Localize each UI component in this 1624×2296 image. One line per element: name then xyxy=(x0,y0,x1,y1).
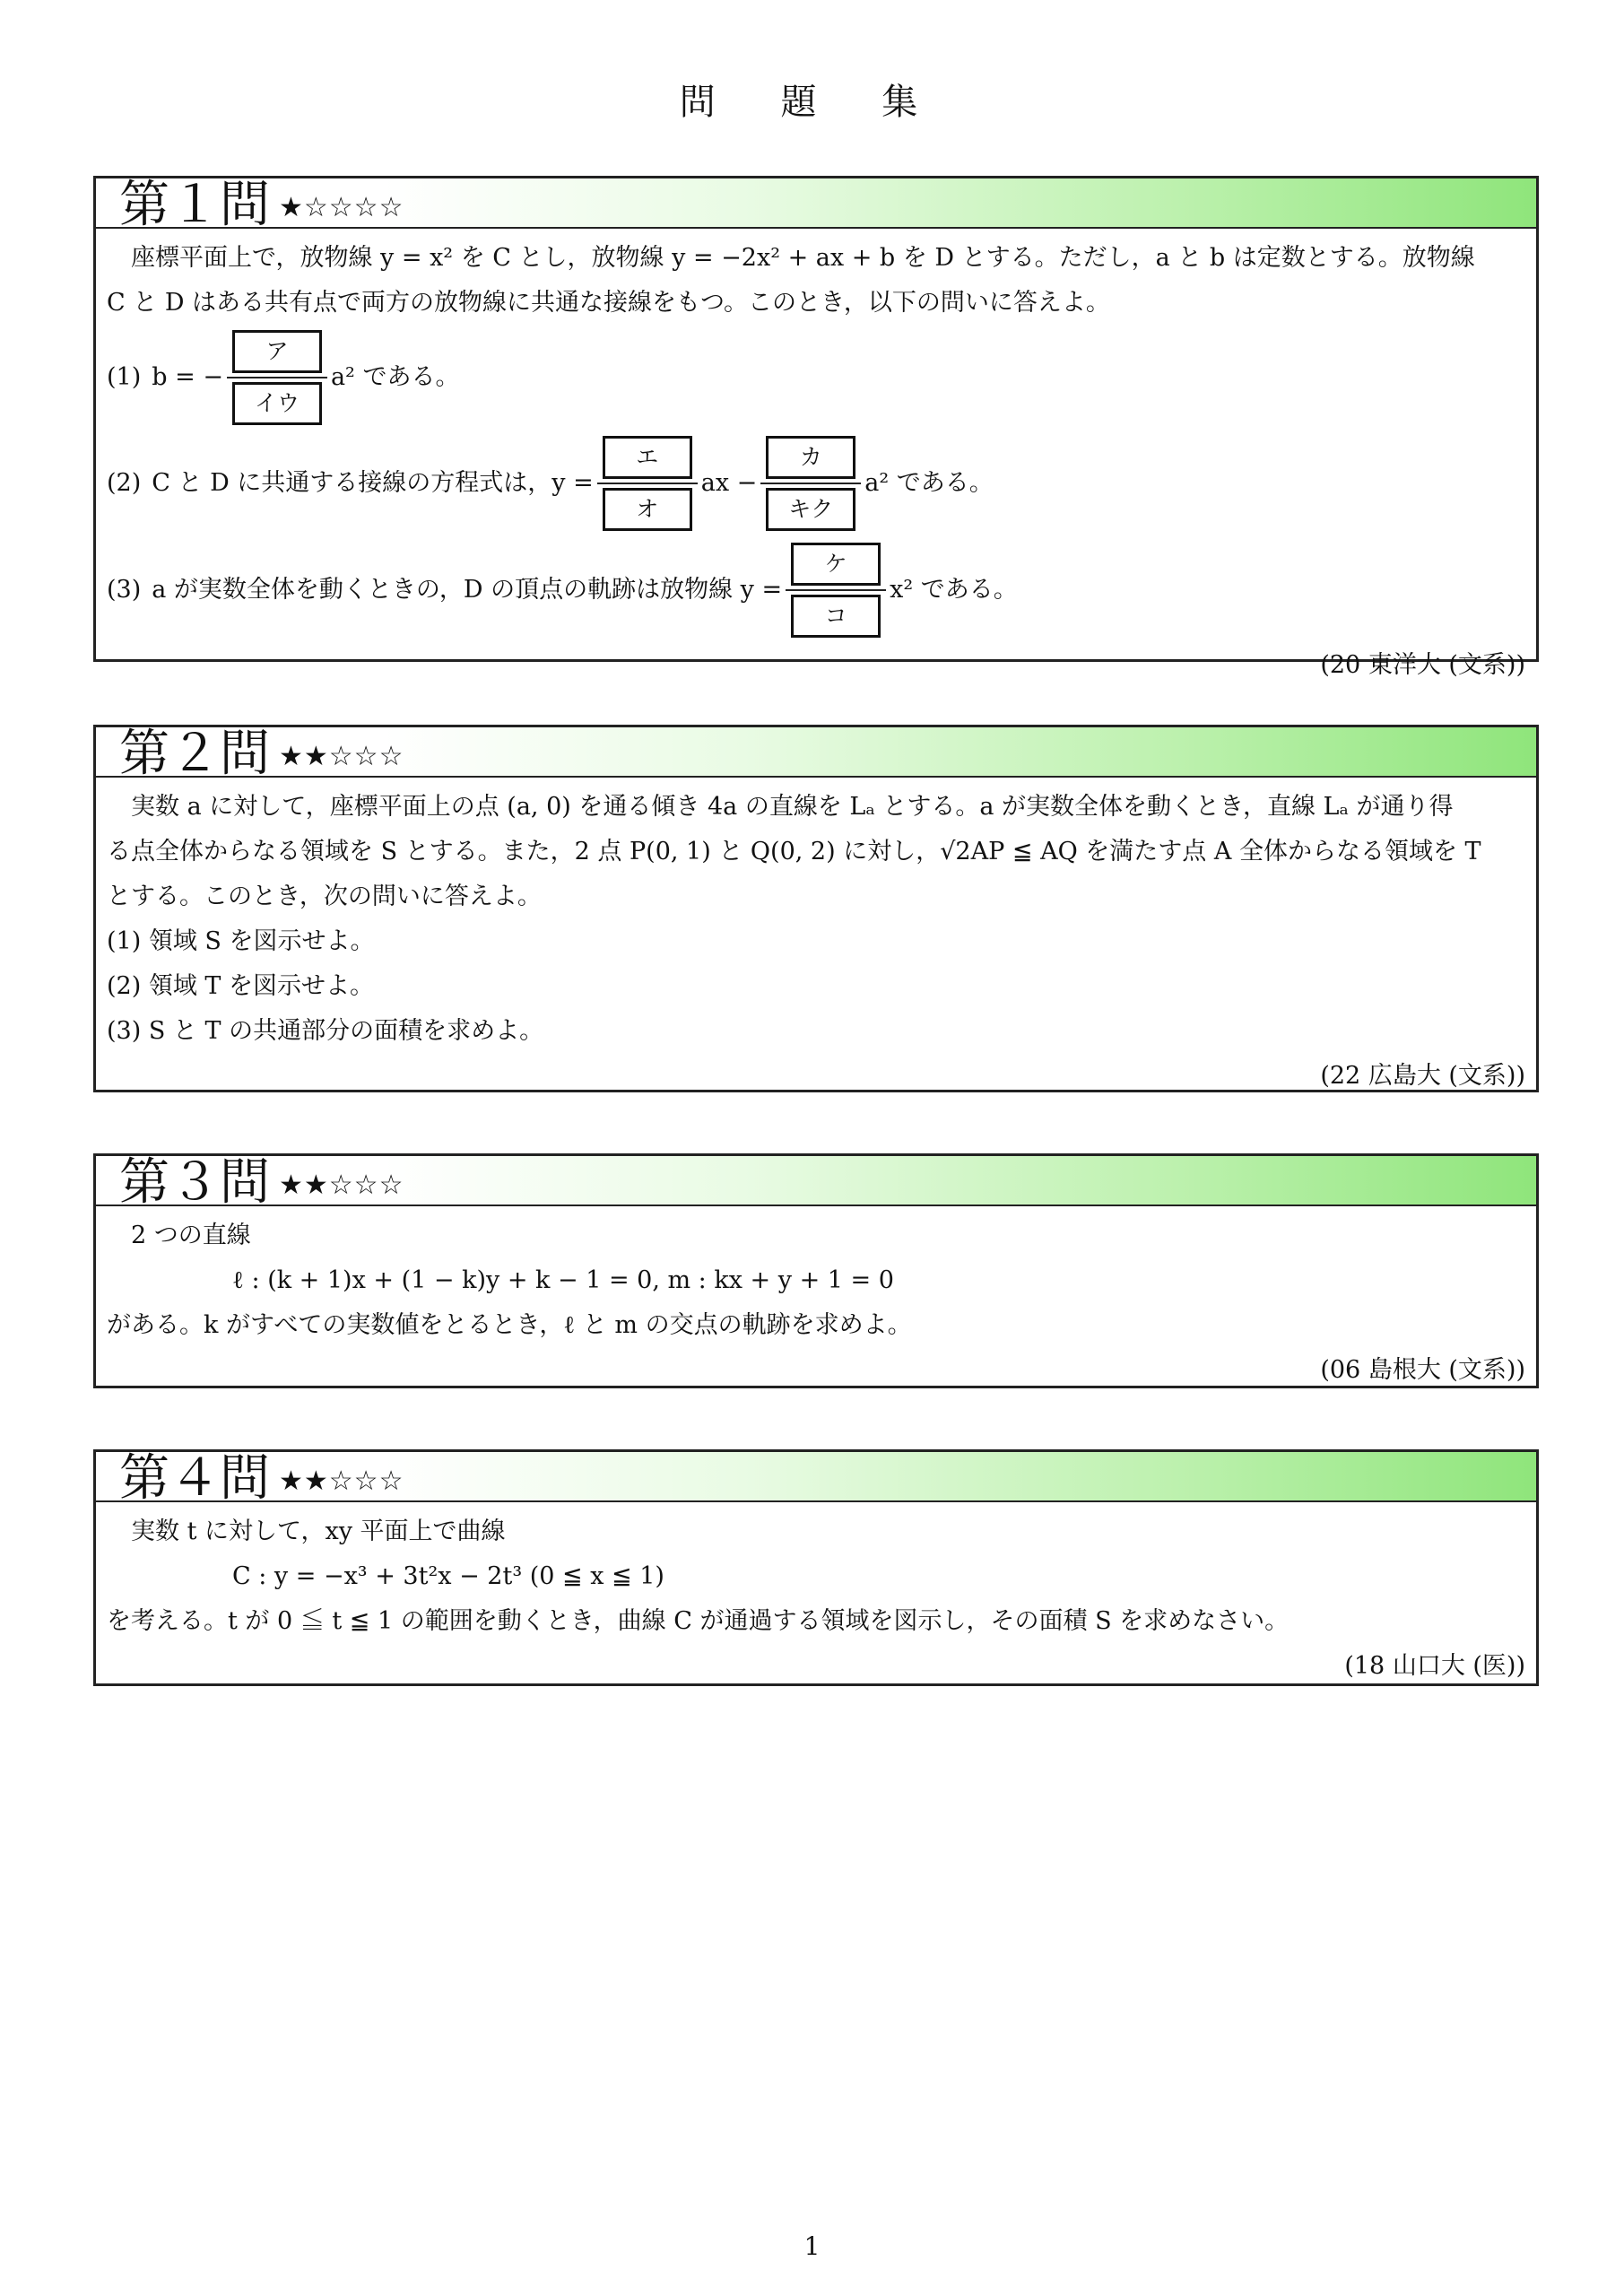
problem-body xyxy=(96,778,1536,1111)
difficulty-stars: ★★☆☆☆ xyxy=(279,1465,404,1497)
equation: ℓ : (k + 1)x + (1 − k)y + k − 1 = 0, m : kx + y + 1 = 0 xyxy=(232,1266,894,1294)
difficulty-stars: ★☆☆☆☆ xyxy=(279,192,404,223)
problem-source: (20 東洋大 (文系)) xyxy=(1320,651,1525,679)
fraction-bar xyxy=(760,483,861,484)
problem-text: を考える。t が 0 ≦ t ≦ 1 の範囲を動くとき，曲線 C が通過する領域を図示し，その面積 S を求めなさい。 xyxy=(107,1607,1290,1635)
problem-title: 第２問 xyxy=(119,725,270,783)
formula-text: ax − xyxy=(700,469,758,497)
problem-body xyxy=(96,229,1536,700)
problem-text: 2 つの直線 xyxy=(131,1222,251,1249)
problem-header xyxy=(96,176,1536,234)
page-title: 問 題 集 xyxy=(679,82,945,123)
problem-text: がある。k がすべての実数値をとるとき，ℓ と m の交点の軌跡を求めよ。 xyxy=(107,1311,912,1339)
question-number: (2) xyxy=(107,469,142,497)
formula-text: a が実数全体を動くときの，D の頂点の軌跡は放物線 y = xyxy=(152,576,783,604)
formula-text: b = − xyxy=(152,363,223,391)
answer-box-iu: イウ xyxy=(232,382,322,425)
problem-2 xyxy=(93,725,1539,1092)
problem-source: (06 島根大 (文系)) xyxy=(1320,1356,1525,1384)
difficulty-stars: ★★☆☆☆ xyxy=(279,741,404,772)
answer-box-o: オ xyxy=(603,488,692,531)
answer-box-ka: カ xyxy=(766,436,855,479)
question-1 xyxy=(107,326,1525,430)
problem-text: 座標平面上で，放物線 y = x² を C とし，放物線 y = −2x² + ax + b を D とする。ただし，a と b は定数とする。放物線 xyxy=(131,244,1475,272)
problem-3 xyxy=(93,1153,1539,1388)
question-number: (1) xyxy=(107,363,142,391)
fraction xyxy=(227,326,327,429)
problem-text: 実数 a に対して，座標平面上の点 (a, 0) を通る傾き 4a の直線を Lₐ とする。a が実数全体を動くとき，直線 Lₐ が通り得 xyxy=(131,793,1454,821)
fraction xyxy=(786,539,886,641)
formula-text: a² である。 xyxy=(330,363,460,391)
formula-text: a² である。 xyxy=(864,469,994,497)
answer-box-ke: ケ xyxy=(791,543,881,586)
problem-4 xyxy=(93,1449,1539,1686)
answer-box-kiku: キク xyxy=(766,488,855,531)
difficulty-stars: ★★☆☆☆ xyxy=(279,1170,404,1201)
answer-box-e: エ xyxy=(603,436,692,479)
problem-text: る点全体からなる領域を S とする。また，2 点 P(0, 1) と Q(0, 2) に対し，√2AP ≦ AQ を満たす点 A 全体からなる領域を T xyxy=(107,838,1481,865)
question-number: (3) xyxy=(107,576,142,604)
question-3: (3) S と T の共通部分の面積を求めよ。 xyxy=(107,1017,544,1045)
problem-header xyxy=(96,1153,1536,1212)
fraction xyxy=(760,432,861,535)
problem-title: 第３問 xyxy=(119,1153,270,1212)
page-number: 1 xyxy=(803,2231,821,2261)
formula-text: x² である。 xyxy=(890,576,1018,604)
answer-box-ko: コ xyxy=(791,595,881,638)
fraction xyxy=(597,432,698,535)
problem-body xyxy=(96,1206,1536,1405)
problem-source: (18 山口大 (医)) xyxy=(1344,1652,1525,1680)
question-2 xyxy=(107,430,1525,537)
equation: C : y = −x³ + 3t²x − 2t³ (0 ≦ x ≦ 1) xyxy=(232,1562,664,1590)
problem-text: 実数 t に対して，xy 平面上で曲線 xyxy=(131,1518,506,1545)
formula-text: C と D に共通する接線の方程式は，y = xyxy=(152,469,594,497)
problem-title: 第１問 xyxy=(119,176,270,234)
problem-source: (22 広島大 (文系)) xyxy=(1320,1062,1525,1090)
problem-header xyxy=(96,1449,1536,1508)
problem-header xyxy=(96,725,1536,783)
answer-box-a: ア xyxy=(232,330,322,373)
question-1: (1) 領域 S を図示せよ。 xyxy=(107,927,375,955)
problem-1 xyxy=(93,176,1539,679)
problem-text: とする。このとき，次の問いに答えよ。 xyxy=(107,883,542,910)
question-3 xyxy=(107,537,1525,643)
fraction-bar xyxy=(597,483,698,484)
fraction-bar xyxy=(786,589,886,591)
fraction-bar xyxy=(227,377,327,378)
problem-title: 第４問 xyxy=(119,1449,270,1508)
problem-text: C と D はある共有点で両方の放物線に共通な接線をもつ。このとき，以下の問いに答えよ。 xyxy=(107,289,1110,317)
question-2: (2) 領域 T を図示せよ。 xyxy=(107,972,375,1000)
problem-body xyxy=(96,1502,1536,1701)
